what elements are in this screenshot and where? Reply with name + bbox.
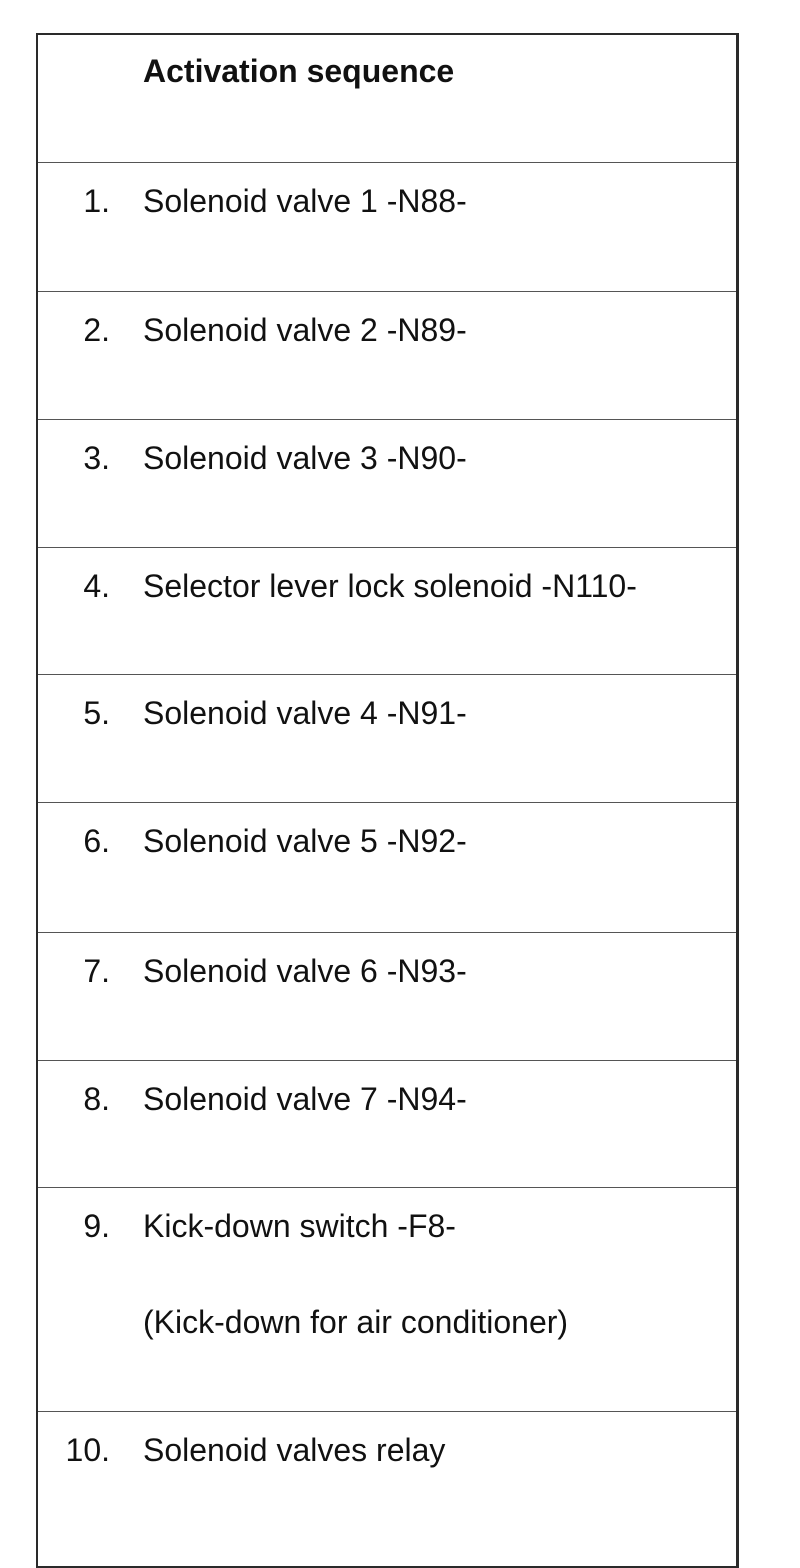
- activation-sequence-table: [36, 33, 739, 1568]
- row-number: 9.: [83, 1208, 110, 1244]
- row-number: 8.: [83, 1081, 110, 1117]
- row-label: Kick-down switch -F8-: [143, 1208, 456, 1244]
- row-label: Solenoid valve 4 -N91-: [143, 695, 467, 731]
- row-number: 1.: [83, 183, 110, 219]
- row-label: Solenoid valve 6 -N93-: [143, 953, 467, 989]
- row-label: Solenoid valve 5 -N92-: [143, 823, 467, 859]
- row-label: Solenoid valve 7 -N94-: [143, 1081, 467, 1117]
- row-number: 10.: [65, 1432, 110, 1468]
- row-number: 7.: [83, 953, 110, 989]
- row-label: Solenoid valve 2 -N89-: [143, 312, 467, 348]
- table-header: Activation sequence: [143, 53, 455, 89]
- row-number: 6.: [83, 823, 110, 859]
- table-row: [38, 548, 736, 675]
- row-label: Solenoid valve 3 -N90-: [143, 440, 467, 476]
- row-number: 2.: [83, 312, 110, 348]
- row-number: 4.: [83, 568, 110, 604]
- table-row: [38, 675, 736, 803]
- row-sublabel: (Kick-down for air conditioner): [143, 1304, 569, 1340]
- table-row: [38, 163, 736, 292]
- table-row: [38, 1061, 736, 1188]
- row-number: 5.: [83, 695, 110, 731]
- row-label: Solenoid valves relay: [143, 1432, 446, 1468]
- table-row: [38, 1188, 736, 1412]
- row-number: 3.: [83, 440, 110, 476]
- table-row: [38, 292, 736, 420]
- table-row: [38, 803, 736, 933]
- table-row: [38, 933, 736, 1061]
- row-label: Solenoid valve 1 -N88-: [143, 183, 467, 219]
- table-row: [38, 1412, 736, 1566]
- row-label: Selector lever lock solenoid -N110-: [143, 568, 637, 604]
- table-header-row: [38, 35, 736, 163]
- table-row: [38, 420, 736, 548]
